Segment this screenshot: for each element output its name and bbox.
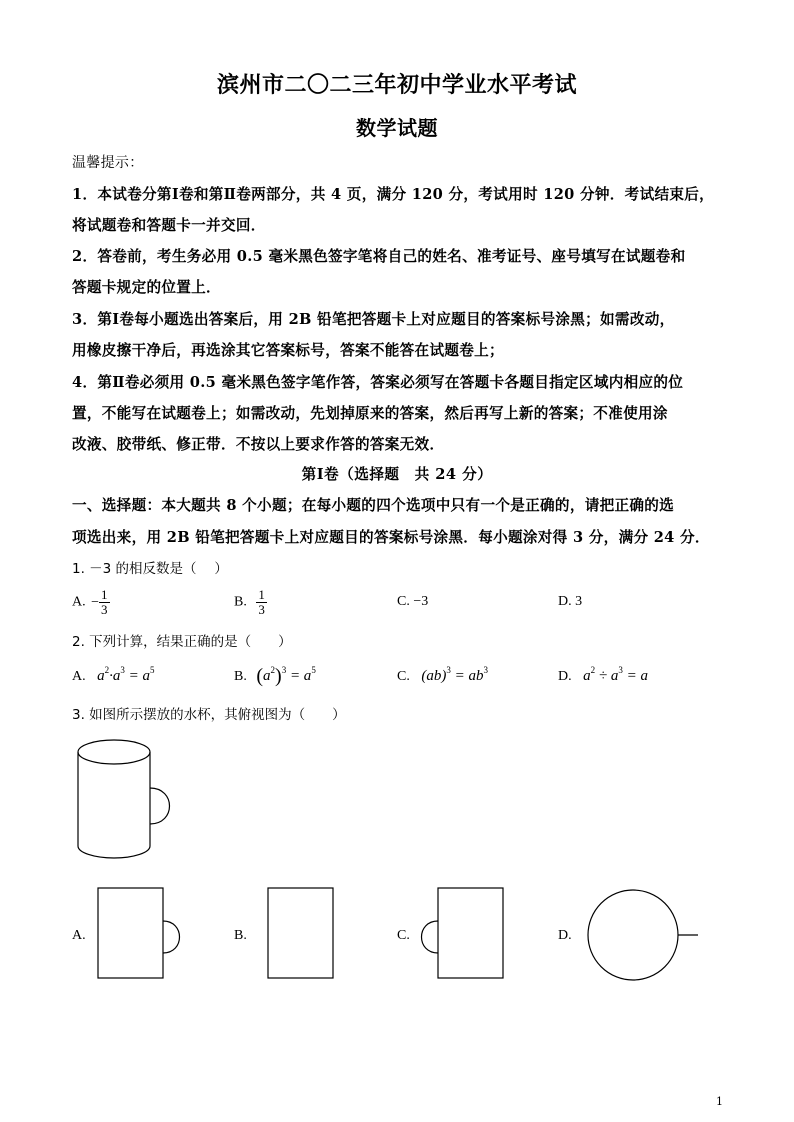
- section-intro-line: 项选出来，用 2B 铅笔把答题卡上对应题目的答案标号涂黑．每小题涂对得 3 分，满分 24 分．: [72, 529, 710, 546]
- q2-option-d: [558, 665, 648, 685]
- expression: $(ab)^3 = ab^3$: [421, 665, 488, 684]
- cup-figure: [76, 736, 186, 862]
- numerator: 1: [101, 587, 108, 602]
- notice-line: 3．第Ⅰ卷每小题选出答案后，用 2B 铅笔把答题卡上对应题目的答案标号涂黑；如需改动，: [72, 311, 675, 328]
- denominator: 3: [101, 602, 108, 617]
- option-label: B.: [234, 669, 247, 684]
- q2-option-c: [397, 665, 488, 685]
- expression: $a^2 \div a^3 = a$: [583, 665, 648, 684]
- q3-option-d-figure: [586, 888, 702, 984]
- section-title: 第Ⅰ卷（选择题 共 24 分）: [301, 466, 493, 483]
- notice-line: 置，不能写在试题卷上；如需改动，先划掉原来的答案，然后再写上新的答案；不准使用涂: [72, 405, 668, 422]
- notice-line: 1．本试卷分第Ⅰ卷和第Ⅱ卷两部分，共 4 页，满分 120 分，考试用时 120 分钟．考试结束后，: [72, 186, 715, 203]
- notice-line: 用橡皮擦干净后，再选涂其它答案标号，答案不能答在试题卷上；: [72, 342, 504, 359]
- question-3-stem: 3. 如图所示摆放的水杯，其俯视图为（ ）: [72, 707, 346, 723]
- q3-option-d-label: D.: [558, 928, 572, 943]
- q2-option-a: [72, 665, 155, 685]
- exam-title: 滨州市二〇二三年初中学业水平考试: [216, 72, 577, 98]
- q3-option-b-label: B.: [234, 928, 247, 943]
- q3-option-a-label: A.: [72, 928, 86, 943]
- notice-line: 2．答卷前，考生务必用 0.5 毫米黑色签字笔将自己的姓名、准考证号、座号填写在试题卷和: [72, 248, 686, 265]
- exam-subtitle: 数学试题: [356, 116, 438, 140]
- denominator: 3: [258, 602, 265, 617]
- q1-option-b: [234, 588, 267, 617]
- expression: $(a^2)^3 = a^5$: [256, 665, 316, 687]
- q2-option-b: [234, 665, 316, 688]
- q1-option-c: C. −3: [397, 594, 429, 609]
- page-number: 1: [716, 1095, 723, 1108]
- question-2-stem: 2. 下列计算，结果正确的是（ ）: [72, 634, 292, 650]
- fraction: [99, 588, 110, 617]
- notice-heading: 温馨提示：: [72, 155, 144, 171]
- notice-line: 4．第Ⅱ卷必须用 0.5 毫米黑色签字笔作答，答案必须写在答题卡各题目指定区域内相应的位: [72, 374, 684, 391]
- option-label: A.: [72, 594, 86, 610]
- option-label: C.: [397, 669, 410, 684]
- option-label: B.: [234, 594, 247, 610]
- q3-option-c-figure: [418, 887, 508, 981]
- q1-option-d: D. 3: [558, 594, 583, 609]
- q3-option-b-figure: [267, 887, 337, 981]
- minus-sign: −: [91, 594, 100, 610]
- q3-option-a-figure: [97, 887, 187, 981]
- q3-option-c-label: C.: [397, 928, 410, 943]
- notice-line: 将试题卷和答题卡一并交回．: [72, 217, 266, 234]
- question-1-stem: 1. －3 的相反数是（ ）: [72, 561, 228, 577]
- option-label: A.: [72, 669, 86, 684]
- option-label: D.: [558, 669, 572, 684]
- fraction: [256, 588, 267, 617]
- expression: $a^2\cdot a^3 = a^5$: [97, 665, 155, 684]
- numerator: 1: [258, 587, 265, 602]
- notice-line: 改液、胶带纸、修正带．不按以上要求作答的答案无效．: [72, 436, 445, 453]
- q1-option-a: [72, 588, 110, 617]
- section-intro-line: 一、选择题：本大题共 8 个小题；在每小题的四个选项中只有一个是正确的，请把正确的选: [72, 497, 675, 514]
- notice-line: 答题卡规定的位置上．: [72, 279, 221, 296]
